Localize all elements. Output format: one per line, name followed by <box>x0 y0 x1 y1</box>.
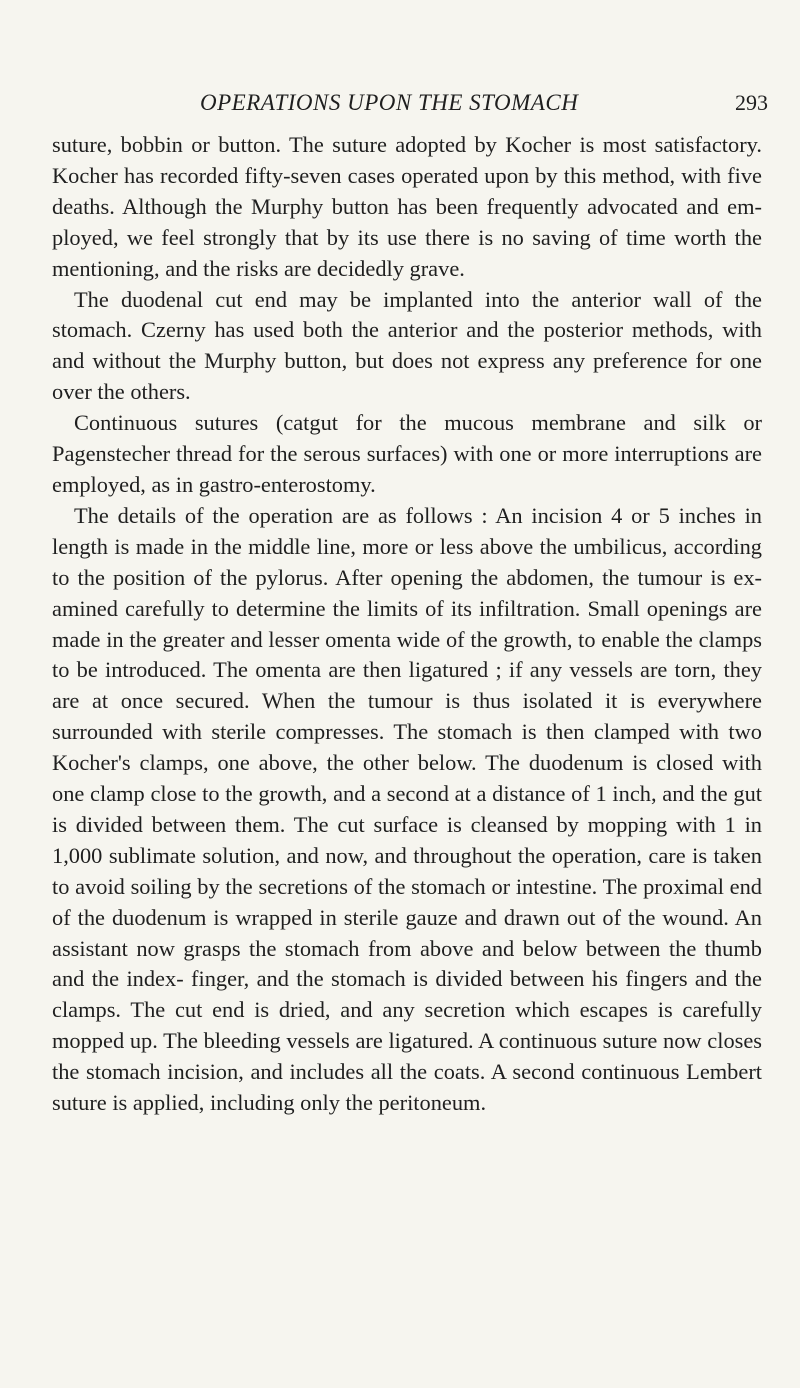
running-head <box>0 88 800 118</box>
page-number: 293 <box>735 90 768 115</box>
running-title: OPERATIONS UPON THE STOMACH <box>200 90 579 115</box>
paragraph-operation-details: The details of the operation are as follows : An incision 4 or 5 inches in length is made in the middle line, more or less above the umbilicus, according to the position of the pylorus. After opening the abdomen, the tumour is ex- amined carefully to determine the limits of its infiltration. Small openings are made in the greater and lesser omenta wide of the growth, to enable the clamps to be introduced. The omenta are then ligatured ; if any vessels are torn, they are at once secured. When the tumour is thus isolated it is everywhere surrounded with sterile compresses. The stomach is then clamped with two Kocher's clamps, one above, the other below. The duodenum is closed with one clamp close to the growth, and a second at a distance of 1 inch, and the gut is divided between them. The cut surface is cleansed by mopping with 1 in 1,000 sublimate solution, and now, and throughout the operation, care is taken to avoid soiling by the secretions of the stomach or intestine. The proximal end of the duodenum is wrapped in sterile gauze and drawn out of the wound. An assistant now grasps the stomach from above and below between the thumb and the index- finger, and the stomach is divided between his fingers and the clamps. The cut end is dried, and any secretion which escapes is carefully mopped up. The bleeding vessels are ligatured. A continuous suture now closes the stomach incision, and includes all the coats. A second continuous Lembert suture is applied, including only the peritoneum. <box>52 502 762 1116</box>
body-text <box>52 130 762 1119</box>
paragraph-duodenal-implant: The duodenal cut end may be implanted into the anterior wall of the stomach. Czerny has used both the anterior and the posterior methods, with and without the Murphy button, but does not express any preference for one over the others. <box>52 286 762 405</box>
paragraph-continuation: suture, bobbin or button. The suture adopted by Kocher is most satisfactory. Kocher has recorded fifty-seven cases operated upon by this method, with five deaths. Although the Murphy button has been frequently advocated and em- ployed, we feel strongly that by its use there is no saving of time worth the mentioning, and the risks are decidedly grave. <box>52 132 762 281</box>
paragraph-continuous-sutures: Continuous sutures (catgut for the mucous membrane and silk or Pagenstecher thread for the serous surfaces) with one or more interruptions are employed, as in gastro-enterostomy. <box>52 410 762 497</box>
